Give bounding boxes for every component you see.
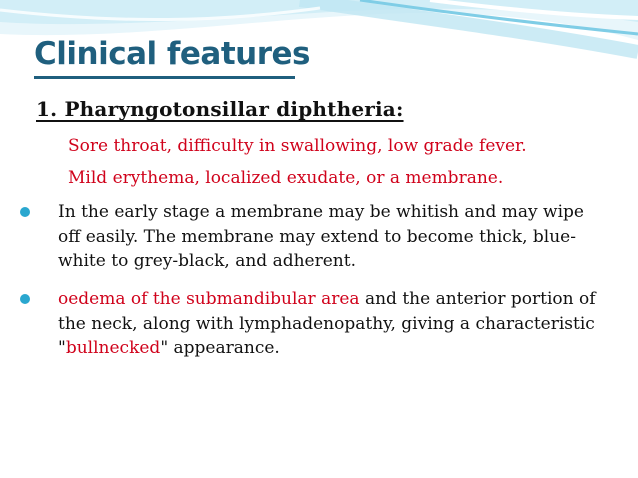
bullet-text [58, 287, 610, 361]
bullet-text-part: " appearance. [160, 338, 280, 358]
title-underline [34, 76, 295, 79]
bullet-item-membrane [20, 200, 610, 274]
bullet-dot-icon [20, 294, 30, 304]
section-subtitle: 1. Pharyngotonsillar diphtheria: [36, 97, 404, 121]
bullet-dot-icon [20, 207, 30, 217]
highlight-oedema: oedema of the submandibular area [58, 289, 360, 309]
bullet-text: In the early stage a membrane may be whitish and may wipe off easily. The membrane may extend to become thick, blue-white to grey-black, and adherent. [58, 202, 584, 271]
symptom-line-1: Sore throat, difficulty in swallowing, low grade fever. [68, 136, 527, 156]
bullet-text-part: and the anterior portion of the neck, along with lymphadenopathy, giving a characteristic " [58, 289, 596, 358]
symptom-line-2: Mild erythema, localized exudate, or a membrane. [68, 168, 504, 188]
slide-title: Clinical features [34, 36, 310, 72]
bullet-item-oedema [20, 287, 610, 361]
highlight-bullnecked: bullnecked [65, 338, 161, 358]
